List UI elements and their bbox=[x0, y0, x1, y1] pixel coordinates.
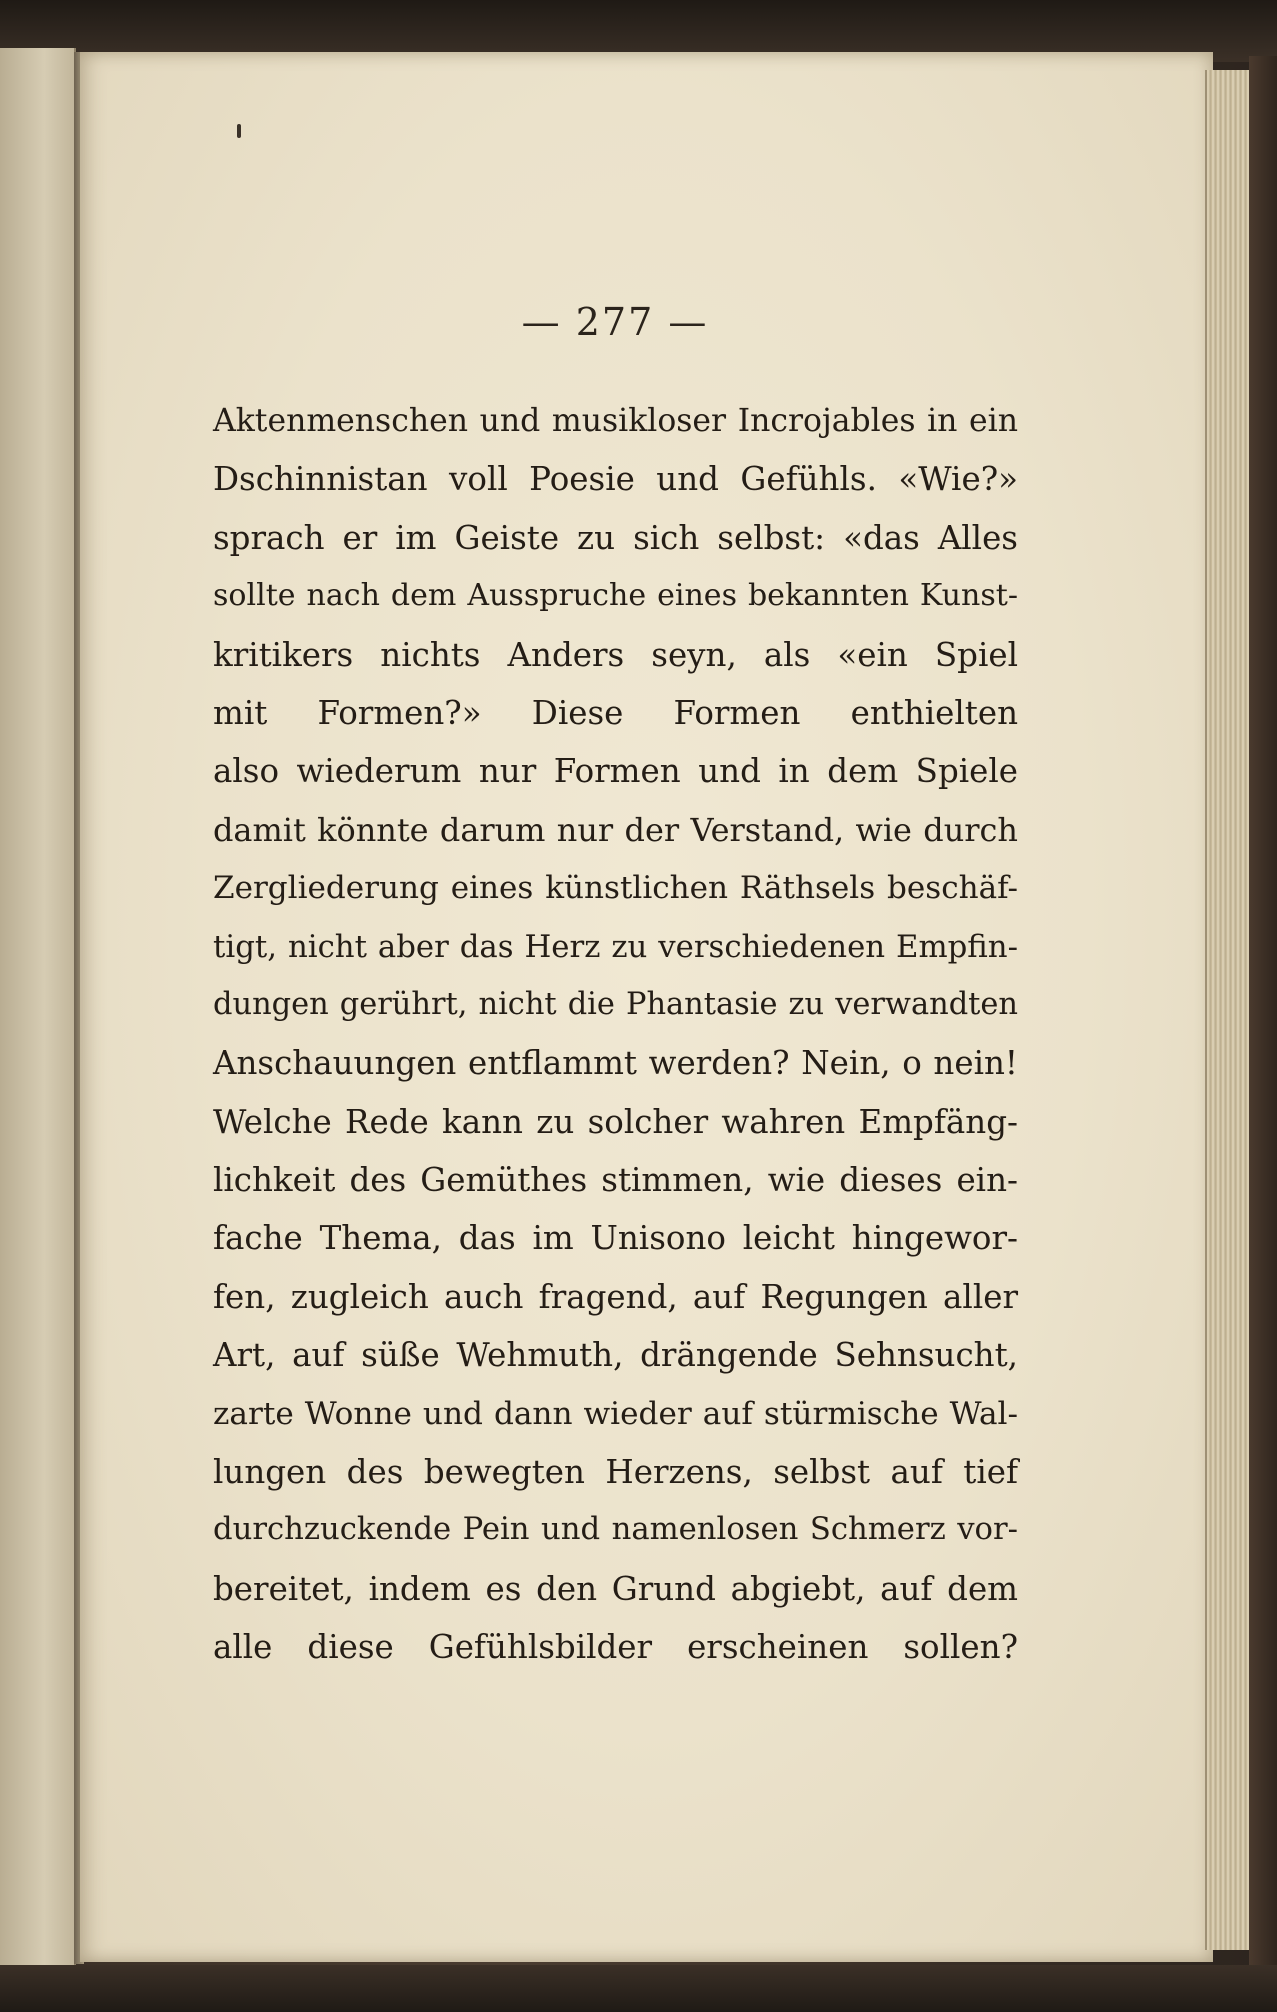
text-line: also wiederum nur Formen und in dem Spiele bbox=[213, 752, 1018, 791]
text-line: lungen des bewegten Herzens, selbst auf tief bbox=[213, 1453, 1018, 1492]
text-line: dungen gerührt, nicht die Phantasie zu verwandten bbox=[213, 986, 1018, 1022]
text-line: Anschauungen entflammt werden? Nein, o nein! bbox=[213, 1044, 1018, 1083]
text-line: tigt, nicht aber das Herz zu verschiedenen Empfin- bbox=[213, 928, 1018, 965]
page-edges bbox=[1205, 70, 1251, 1950]
text-line: sollte nach dem Ausspruche eines bekannten Kunst- bbox=[213, 578, 1018, 614]
scan-background-bottom bbox=[0, 1965, 1277, 2012]
text-line: mit Formen?» Diese Formen enthielten bbox=[213, 693, 1018, 732]
text-line: fen, zugleich auch fragend, auf Regungen aller bbox=[213, 1277, 1018, 1316]
text-line: durchzuckende Pein und namenlosen Schmerz vor- bbox=[213, 1512, 1018, 1548]
text-line: lichkeit des Gemüthes stimmen, wie dieses ein- bbox=[213, 1161, 1018, 1200]
text-line: zarte Wonne und dann wieder auf stürmische Wal- bbox=[213, 1395, 1018, 1432]
text-line: alle diese Gefühlsbilder erscheinen sollen? bbox=[213, 1628, 1018, 1667]
text-line: Zergliederung eines künstlichen Räthsels beschäf- bbox=[213, 870, 1018, 907]
text-line: Aktenmenschen und musikloser Incrojables in ein bbox=[213, 403, 1018, 439]
body-text bbox=[213, 392, 1018, 1677]
text-line: Dschinnistan voll Poesie und Gefühls. «Wie?» bbox=[213, 460, 1018, 499]
text-line: fache Thema, das im Unisono leicht hingewor- bbox=[213, 1219, 1018, 1258]
text-line: Welche Rede kann zu solcher wahren Empfäng- bbox=[213, 1102, 1018, 1141]
text-line: damit könnte darum nur der Verstand, wie durch bbox=[213, 810, 1018, 849]
book-cover-edge bbox=[1249, 56, 1277, 1966]
ink-speck bbox=[237, 124, 241, 138]
text-line: bereitet, indem es den Grund abgiebt, auf dem bbox=[213, 1569, 1018, 1608]
text-line: Art, auf süße Wehmuth, drängende Sehnsucht, bbox=[213, 1336, 1018, 1375]
page-number: — 277 — bbox=[521, 300, 709, 344]
text-line: sprach er im Geiste zu sich selbst: «das Alles bbox=[213, 518, 1018, 557]
text-line: kritikers nichts Anders seyn, als «ein Spiel bbox=[213, 635, 1018, 674]
